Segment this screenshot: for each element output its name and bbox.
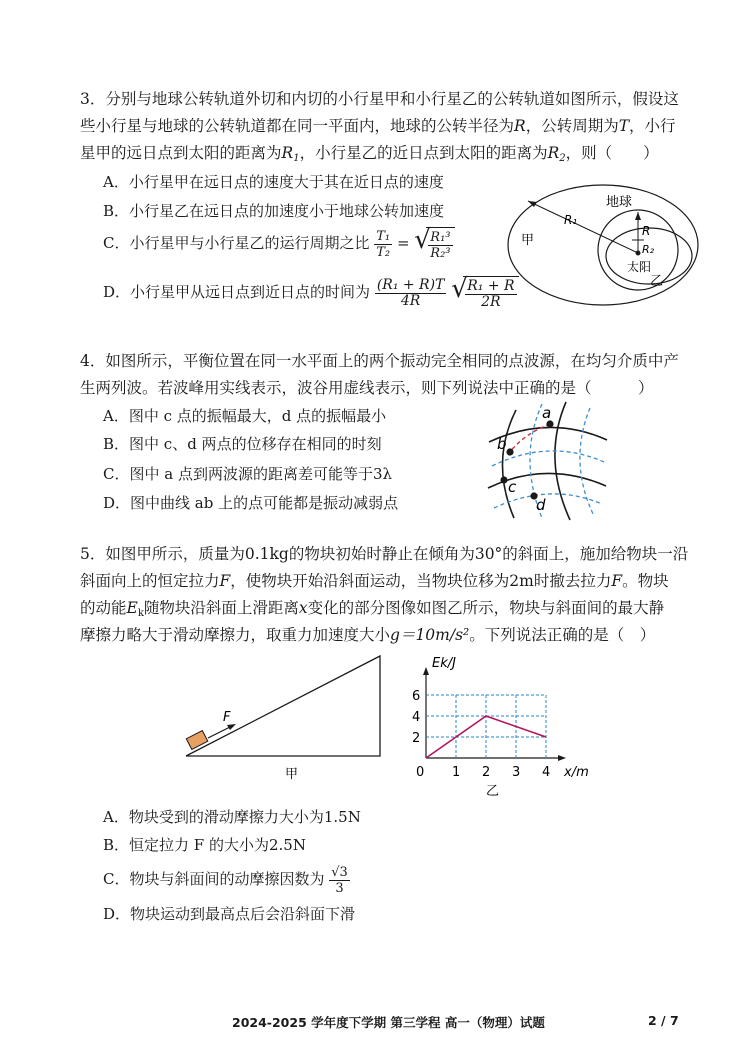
q5-ek-x-chart bbox=[398, 652, 598, 800]
q3-line2-text-c: ，小行 bbox=[629, 117, 676, 135]
q5-gravity: g＝10m/s² bbox=[390, 626, 470, 644]
radius-R1-arrow bbox=[528, 201, 537, 207]
q3-var-R1: R bbox=[281, 144, 294, 162]
q3-line3-text-b: ，小行星乙的近日点到太阳的距离为 bbox=[299, 144, 548, 162]
q5-option-c-fraction bbox=[329, 865, 350, 896]
q5-option-b[interactable]: B．恒定拉力 F 的大小为2.5N bbox=[103, 836, 306, 854]
q5-line2-text-a: 斜面向上的恒定拉力 bbox=[80, 572, 220, 590]
q3-option-b[interactable]: B．小行星乙在远日点的加速度小于地球公转加速度 bbox=[103, 202, 445, 220]
q5-var-x: x bbox=[298, 599, 308, 617]
x-tick-labels bbox=[416, 765, 550, 780]
q3-var-R: R bbox=[514, 117, 526, 135]
q5-var-Ek-sub: k bbox=[137, 608, 144, 619]
label-jia: 甲 bbox=[521, 233, 535, 248]
q5-option-c-num: √3 bbox=[331, 864, 348, 880]
q3-line3-text-c: ，则（ ） bbox=[565, 144, 659, 162]
label-R2: R₂ bbox=[642, 243, 655, 256]
q5-line4-text-a: 摩擦力略大于滑动摩擦力，取重力加速度大小 bbox=[80, 626, 391, 644]
sun-dot bbox=[636, 251, 641, 256]
label-earth: 地球 bbox=[606, 195, 633, 210]
q5-option-c-den: 3 bbox=[335, 880, 344, 896]
q4-wave-figure bbox=[484, 400, 610, 522]
q3-var-R1-sub: 1 bbox=[293, 153, 300, 164]
label-c: c bbox=[508, 478, 517, 496]
page-number: 2 / 7 bbox=[648, 1013, 679, 1028]
y-axis-label: Ek/J bbox=[432, 656, 456, 671]
x-tick-2: 2 bbox=[482, 765, 491, 780]
q5-var-Ek: E bbox=[126, 599, 138, 617]
q3-option-c-text: C．小行星甲与小行星乙的运行周期之比 bbox=[103, 234, 370, 252]
q3-option-d-sqrt: √ $\frac{\text{R₁ + R}}{2R}$ bbox=[451, 276, 518, 311]
q5-line4-text-b: 。下列说法正确的是（ ） bbox=[469, 626, 656, 644]
q4-stem-line2: 生两列波。若波峰用实线表示，波谷用虚线表示，则下列说法中正确的是（ ） bbox=[80, 379, 654, 397]
q4-option-b[interactable]: B．图中 c、d 两点的位移存在相同的时刻 bbox=[103, 435, 382, 453]
label-R: R bbox=[642, 224, 651, 238]
q5-var-F2: F bbox=[611, 572, 623, 590]
q5-option-d[interactable]: D．物块运动到最高点后会沿斜面下滑 bbox=[103, 905, 356, 923]
q3-option-c-ratio bbox=[374, 229, 392, 260]
q4-option-d[interactable]: D．图中曲线 ab 上的点可能都是振动减弱点 bbox=[103, 494, 399, 512]
x-tick-0: 0 bbox=[416, 765, 425, 780]
q3-option-d-num: (R₁ + R)T bbox=[376, 276, 445, 293]
q3-option-c-eq: = bbox=[396, 234, 410, 252]
y-tick-labels bbox=[412, 689, 420, 746]
y-tick-2: 2 bbox=[412, 731, 421, 746]
point-c bbox=[500, 476, 507, 483]
label-b: b bbox=[497, 435, 507, 453]
q4-stem-line1: 4．如图所示，平衡位置在同一水平面上的两个振动完全相同的点波源，在均匀介质中产 bbox=[80, 352, 679, 370]
q3-line2-text-a: 些小行星与地球的公转轨道都在同一平面内，地球的公转半径为 bbox=[80, 117, 515, 135]
q3-option-c[interactable] bbox=[103, 226, 455, 262]
q5-line3-text-a: 的动能 bbox=[80, 599, 127, 617]
q5-line2-text-b: ，使物块开始沿斜面运动，当物块位移为2m时撤去拉力 bbox=[230, 572, 612, 590]
label-F: F bbox=[223, 710, 231, 725]
q5-stem-line4 bbox=[80, 625, 655, 645]
q3-option-d-sqrt-den: 2R bbox=[481, 294, 501, 310]
y-tick-6: 6 bbox=[412, 689, 421, 704]
x-tick-3: 3 bbox=[512, 765, 521, 780]
point-b bbox=[506, 448, 513, 455]
q5-stem-line1: 5．如图甲所示，质量为0.1kg的物块初始时静止在倾角为30°的斜面上，施加给物块一沿 bbox=[80, 545, 689, 563]
x-axis-arrow bbox=[558, 755, 566, 761]
q3-var-R2-sub: 2 bbox=[559, 153, 566, 164]
incline-triangle bbox=[186, 656, 380, 756]
x-axis-label: x/m bbox=[564, 765, 589, 780]
q3-line3-text-a: 星甲的远日点到太阳的距离为 bbox=[80, 144, 282, 162]
label-d: d bbox=[536, 496, 546, 514]
q3-option-d-den: 4R bbox=[400, 292, 421, 309]
q3-option-d-text: D．小行星甲从远日点到近日点的时间为 bbox=[103, 283, 371, 301]
x-tick-1: 1 bbox=[452, 765, 461, 780]
q3-option-c-ratio-den: T₂ bbox=[376, 244, 391, 260]
label-R1: R₁ bbox=[564, 213, 578, 227]
q5-line3-text-c: 变化的部分图像如图乙所示，物块与斜面间的最大静 bbox=[307, 599, 665, 617]
q5-incline-figure bbox=[180, 652, 390, 782]
q5-var-F: F bbox=[219, 572, 231, 590]
q5-stem-line3 bbox=[80, 598, 664, 624]
q3-stem-line1: 3．分别与地球公转轨道外切和内切的小行星甲和小行星乙的公转轨道如图所示，假设这 bbox=[80, 90, 679, 108]
q3-var-R2: R bbox=[547, 144, 560, 162]
footer-title: 2024-2025 学年度下学期 第三学程 高一（物理）试题 bbox=[232, 1015, 545, 1030]
q3-option-d-fraction bbox=[375, 278, 447, 309]
label-yi: 乙 bbox=[650, 274, 664, 289]
q4-option-c[interactable]: C．图中 a 点到两波源的距离差可能等于3λ bbox=[103, 465, 393, 483]
radius-R-arrow bbox=[635, 212, 641, 220]
q5-stem-line2 bbox=[80, 571, 669, 591]
label-sun: 太阳 bbox=[627, 260, 652, 274]
q3-option-a[interactable]: A．小行星甲在远日点的速度大于其在近日点的速度 bbox=[103, 173, 444, 191]
caption-yi: 乙 bbox=[486, 784, 500, 799]
q3-line2-text-b: ，公转周期为 bbox=[525, 117, 619, 135]
q3-stem-line2 bbox=[80, 116, 676, 136]
q3-option-c-ratio-num: T₁ bbox=[376, 228, 391, 244]
q5-option-c[interactable] bbox=[103, 862, 350, 896]
q3-option-c-sqrt-num: R₁³ bbox=[430, 230, 451, 245]
orbit-jia bbox=[508, 185, 698, 305]
q3-option-c-sqrt: √ $\frac{\text{R₁³}}{\text{R₂³}}$ bbox=[414, 227, 454, 262]
q3-var-T: T bbox=[618, 117, 630, 135]
q3-stem-line3 bbox=[80, 143, 659, 169]
y-axis-arrow bbox=[423, 667, 429, 675]
label-a: a bbox=[542, 404, 552, 422]
q5-option-c-text: C．物块与斜面间的动摩擦因数为 bbox=[103, 870, 325, 888]
q3-option-d[interactable] bbox=[103, 275, 519, 311]
crest-arc-4 bbox=[555, 402, 570, 520]
q5-line3-text-b: 随物块沿斜面上滑距离 bbox=[143, 599, 299, 617]
chart-grid bbox=[426, 695, 546, 758]
q5-option-a[interactable]: A．物块受到的滑动摩擦力大小为1.5N bbox=[103, 808, 361, 826]
q3-orbit-figure bbox=[500, 178, 710, 318]
q5-line2-text-c: 。物块 bbox=[622, 572, 669, 590]
caption-jia: 甲 bbox=[285, 767, 299, 782]
q4-option-a[interactable]: A．图中 c 点的振幅最大，d 点的振幅最小 bbox=[103, 407, 387, 425]
y-tick-4: 4 bbox=[412, 710, 421, 725]
x-tick-4: 4 bbox=[542, 765, 551, 780]
q3-option-d-sqrt-num: R₁ + R bbox=[467, 278, 515, 294]
q3-option-c-sqrt-den: R₂³ bbox=[430, 246, 451, 261]
